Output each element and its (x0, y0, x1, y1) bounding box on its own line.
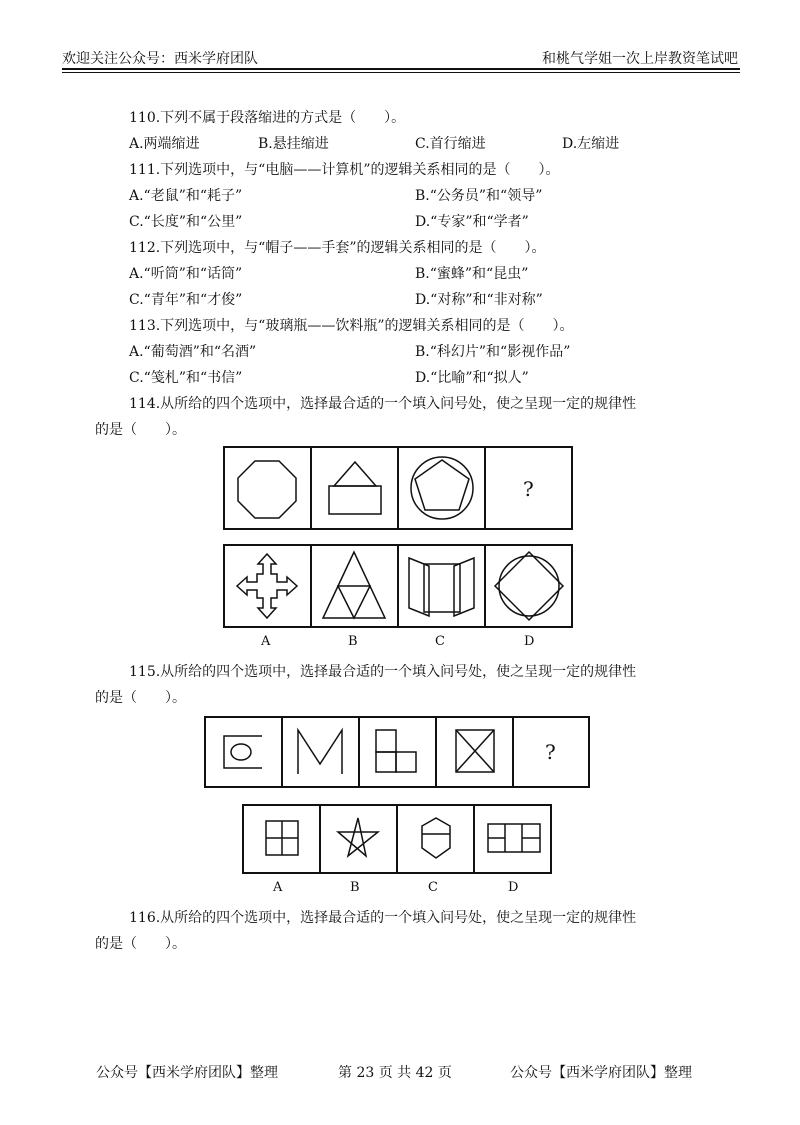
q114-options-figure (223, 544, 573, 628)
q111-option-d: D.“专家”和“学者” (415, 214, 529, 230)
q115-stem: 115.从所给的四个选项中，选择最合适的一个填入问号处，使之呈现一定的规律性 (129, 664, 637, 680)
octagon-shape (238, 461, 296, 518)
circle-diamond-shape (495, 552, 563, 620)
q114-question-figure (223, 446, 573, 530)
q115-label-a: A (273, 880, 283, 895)
arrow-cross-shape (237, 554, 297, 618)
q113-option-a: A.“葡萄酒”和“名酒” (129, 344, 257, 360)
overlapping-rectangles-shape (409, 558, 474, 616)
header-rule (62, 68, 740, 70)
q114-label-b: B (348, 634, 358, 649)
header-right: 和桃气学姐一次上岸教资笔试吧 (542, 51, 738, 67)
crossed-square-shape (456, 730, 494, 772)
q111-stem: 111.下列选项中，与“电脑——计算机”的逻辑关系相同的是（ ）。 (129, 162, 560, 178)
q114-question-mark: ? (523, 477, 534, 501)
q115-label-b: B (350, 880, 360, 895)
q115-label-c: C (428, 880, 438, 895)
header-left: 欢迎关注公众号：西米学府团队 (62, 51, 258, 67)
header-rule-thin (62, 72, 740, 73)
star-shape (338, 818, 378, 856)
q110-option-d: D.左缩进 (562, 136, 620, 152)
q116-stem-cont: 的是（ ）。 (95, 936, 186, 952)
q115-stem-cont: 的是（ ）。 (95, 690, 186, 706)
q112-option-c: C.“青年”和“才俊” (129, 292, 243, 308)
bracket-ellipse-shape (224, 736, 262, 768)
rectangle-grid-shape (488, 824, 540, 852)
m-shape (298, 730, 342, 774)
q112-option-d: D.“对称”和“非对称” (415, 292, 543, 308)
q114-stem: 114.从所给的四个选项中，选择最合适的一个填入问号处，使之呈现一定的规律性 (129, 396, 637, 412)
q114-stem-cont: 的是（ ）。 (95, 422, 186, 438)
triangle-rectangle-shape (329, 462, 381, 514)
q110-option-c: C.首行缩进 (415, 136, 486, 152)
q112-option-b: B.“蜜蜂”和“昆虫” (415, 266, 529, 282)
q114-label-a: A (261, 634, 271, 649)
circle-pentagon-shape (411, 457, 473, 519)
footer-left: 公众号【西米学府团队】整理 (96, 1065, 278, 1081)
q113-option-b: B.“科幻片”和“影视作品” (415, 344, 571, 360)
q114-label-d: D (524, 634, 535, 649)
q110-option-b: B.悬挂缩进 (258, 136, 329, 152)
page-number: 第 23 页 共 42 页 (338, 1065, 452, 1081)
q111-option-b: B.“公务员”和“领导” (415, 188, 543, 204)
l-block-shape (376, 730, 416, 772)
window-grid-shape (266, 821, 298, 855)
q111-option-a: A.“老鼠”和“耗子” (129, 188, 243, 204)
footer-right: 公众号【西米学府团队】整理 (510, 1065, 692, 1081)
q110-stem: 110.下列不属于段落缩进的方式是（ ）。 (129, 110, 406, 126)
q116-stem: 116.从所给的四个选项中，选择最合适的一个填入问号处，使之呈现一定的规律性 (129, 910, 637, 926)
q114-label-c: C (435, 634, 445, 649)
q113-stem: 113.下列选项中，与“玻璃瓶——饮料瓶”的逻辑关系相同的是（ ）。 (129, 318, 574, 334)
q111-option-c: C.“长度”和“公里” (129, 214, 243, 230)
q112-option-a: A.“听筒”和“话筒” (129, 266, 243, 282)
q113-option-d: D.“比喻”和“拟人” (415, 370, 529, 386)
q112-stem: 112.下列选项中，与“帽子——手套”的逻辑关系相同的是（ ）。 (129, 240, 546, 256)
nested-triangle-shape (323, 552, 385, 618)
q115-question-mark: ? (545, 740, 556, 764)
q115-label-d: D (508, 880, 519, 895)
q115-question-figure (204, 716, 590, 788)
q113-option-c: C.“笺札”和“书信” (129, 370, 243, 386)
q115-options-figure (242, 804, 552, 874)
hexagon-shape (422, 818, 450, 858)
q110-option-a: A.两端缩进 (129, 136, 200, 152)
